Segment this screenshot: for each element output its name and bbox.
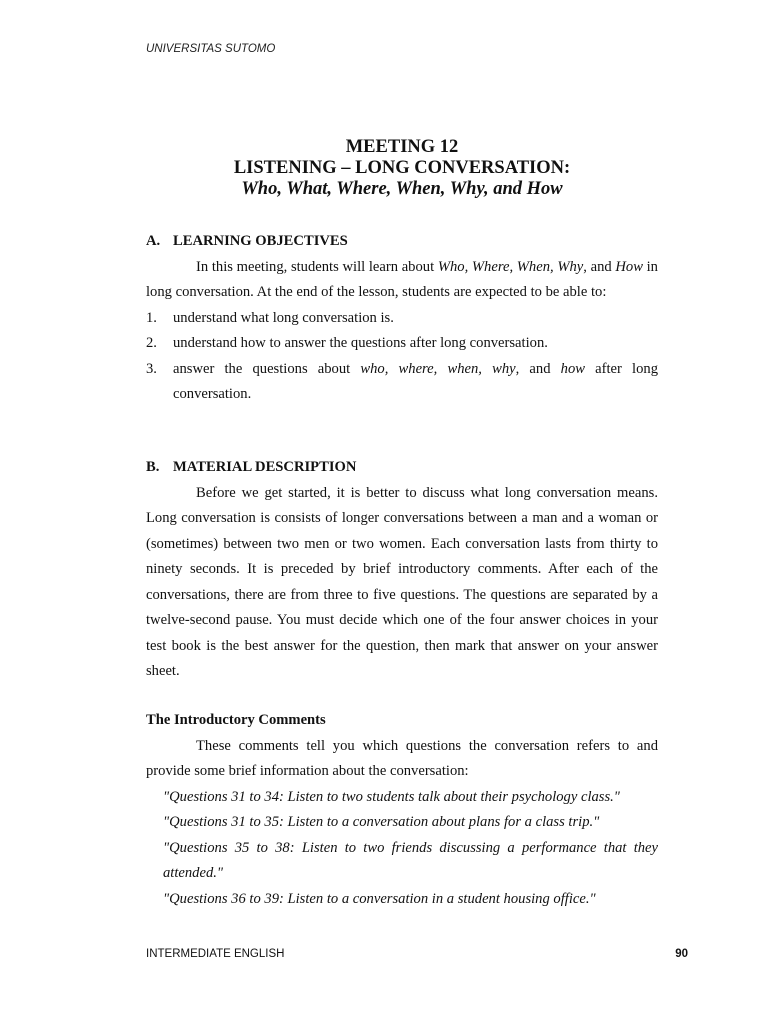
intro-text: , and (583, 258, 616, 275)
section-b (146, 455, 658, 685)
item3-text: answer the questions about (173, 360, 361, 377)
introductory-comments-section (146, 708, 658, 912)
list-item (146, 357, 658, 408)
section-a-heading (146, 229, 658, 255)
example-comment: "Questions 31 to 35: Listen to a conversation about plans for a class trip." (163, 814, 600, 830)
example-comment: "Questions 35 to 38: Listen to two friends discussing a performance that they attended." (163, 839, 658, 881)
section-b-letter: B. (146, 459, 160, 475)
meeting-number: MEETING 12 (345, 137, 459, 157)
title-block (146, 137, 658, 200)
section-a-title: LEARNING OBJECTIVES (173, 233, 348, 249)
list-text (173, 357, 658, 408)
list-item (146, 306, 658, 332)
intro-italic-question-words: Who, Where, When, Why (437, 258, 584, 275)
list-item (146, 331, 658, 357)
section-a (146, 229, 658, 408)
running-footer: INTERMEDIATE ENGLISH (146, 948, 285, 960)
list-text: understand what long conversation is. (173, 309, 394, 326)
item3-text: after long conversation. (173, 360, 659, 402)
list-number: 1. (146, 309, 157, 326)
section-a-letter: A. (146, 233, 161, 249)
example-comment: "Questions 36 to 39: Listen to a conversation in a student housing office." (163, 890, 596, 907)
section-b-title: MATERIAL DESCRIPTION (173, 459, 357, 475)
list-number: 2. (146, 335, 157, 351)
introductory-comments-paragraph: These comments tell you which questions the conversation refers to and provide some brief information about the conversation: (146, 737, 658, 779)
item3-text: , and (515, 360, 561, 377)
item3-italic-question-words: who, where, when, why (360, 360, 516, 377)
objectives-intro (146, 255, 658, 306)
intro-text: in long conversation. At the end of the lesson, students are expected to be able to: (146, 258, 658, 300)
intro-italic-how: How (615, 258, 643, 275)
introductory-comments-heading: The Introductory Comments (146, 712, 326, 728)
page-number: 90 (675, 948, 688, 960)
list-number: 3. (146, 360, 157, 377)
meeting-subtitle: Who, What, Where, When, Why, and How (241, 179, 563, 199)
section-b-heading (146, 455, 658, 481)
meeting-title: LISTENING – LONG CONVERSATION: (233, 158, 571, 178)
item3-italic-how: how (560, 360, 585, 377)
list-text: understand how to answer the questions after long conversation. (173, 335, 548, 351)
running-header: UNIVERSITAS SUTOMO (146, 43, 276, 55)
example-comment: "Questions 31 to 34: Listen to two students talk about their psychology class." (163, 788, 620, 805)
material-description-paragraph: Before we get started, it is better to discuss what long conversation means. Long conversation is consists of longer conversations between a man and a woman or (sometimes) between two men or two women. Each conversation lasts from thirty to ninety seconds. It is preceded by brief introductory comments. After each of the conversations, there are from three to five questions. The questions are separated by a twelve-second pause. You must decide which one of the four answer choices in your test book is the best answer for the question, then mark that answer on your answer sheet. (146, 484, 658, 679)
intro-text: In this meeting, students will learn about (196, 258, 438, 275)
